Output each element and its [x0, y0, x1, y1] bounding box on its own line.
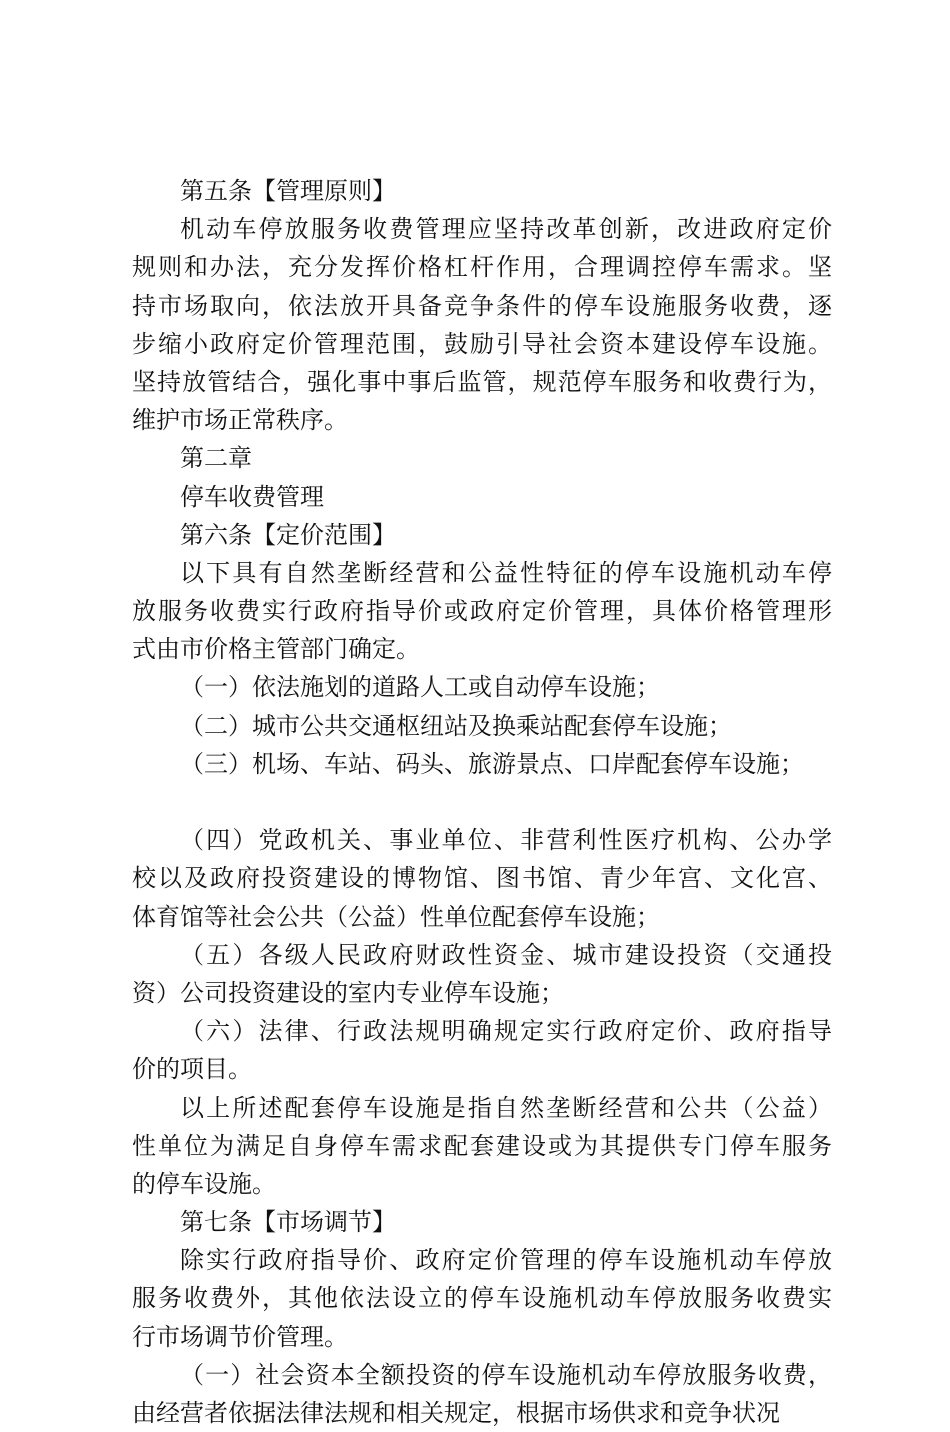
paragraph-art6-item2	[132, 707, 832, 745]
paragraph-chapter2	[132, 439, 832, 477]
paragraph-art7-item1	[132, 1356, 832, 1432]
text-line: 以上所述配套停车设施是指自然垄断经营和公共（公益）	[180, 1093, 832, 1122]
text-line: 步缩小政府定价管理范围，鼓励引导社会资本建设停车设施。	[132, 329, 832, 358]
text-line: （四）党政机关、事业单位、非营利性医疗机构、公办学	[180, 826, 832, 855]
text-line: 持市场取向，依法放开具备竞争条件的停车设施服务收费，逐	[132, 291, 832, 320]
text-line: 维护市场正常秩序。	[132, 406, 348, 435]
text-line: 第二章	[180, 444, 252, 473]
text-line: 行市场调节价管理。	[132, 1322, 348, 1351]
document-body	[132, 172, 832, 1432]
text-line: 停车收费管理	[180, 482, 324, 511]
paragraph-art5-body	[132, 210, 832, 439]
paragraph-art6-item4	[132, 821, 832, 936]
text-line: 放服务收费实行政府指导价或政府定价管理，具体价格管理形	[132, 597, 832, 626]
text-line: （五）各级人民政府财政性资金、城市建设投资（交通投	[180, 940, 832, 969]
paragraph-art6-item5	[132, 936, 832, 1012]
text-line: 除实行政府指导价、政府定价管理的停车设施机动车停放	[180, 1246, 832, 1275]
text-line: 的停车设施。	[132, 1169, 276, 1198]
text-line: （二）城市公共交通枢纽站及换乘站配套停车设施；	[180, 711, 732, 740]
text-line: （一）依法施划的道路人工或自动停车设施；	[180, 673, 660, 702]
paragraph-art5-title	[132, 172, 832, 210]
text-line: 体育馆等社会公共（公益）性单位配套停车设施；	[132, 902, 660, 931]
text-line: （三）机场、车站、码头、旅游景点、口岸配套停车设施；	[180, 749, 804, 778]
paragraph-art6-note	[132, 1089, 832, 1204]
text-line: 性单位为满足自身停车需求配套建设或为其提供专门停车服务	[132, 1131, 832, 1160]
paragraph-art6-title	[132, 516, 832, 554]
text-line: （六）法律、行政法规明确规定实行政府定价、政府指导	[180, 1017, 832, 1046]
text-line: 以下具有自然垄断经营和公益性特征的停车设施机动车停	[180, 558, 832, 587]
text-line: 第六条【定价范围】	[180, 520, 396, 549]
paragraph-art7-title	[132, 1203, 832, 1241]
paragraph-art6-item3	[132, 745, 832, 783]
text-line: 由经营者依据法律法规和相关规定，根据市场供求和竞争状况	[132, 1399, 780, 1427]
text-line: 价的项目。	[132, 1055, 252, 1084]
text-line: 校以及政府投资建设的博物馆、图书馆、青少年宫、文化宫、	[132, 864, 832, 893]
text-line: 式由市价格主管部门确定。	[132, 635, 420, 664]
paragraph-art7-body	[132, 1241, 832, 1356]
paragraph-art6-item1	[132, 668, 832, 706]
paragraph-chapter2-title	[132, 478, 832, 516]
text-line: （一）社会资本全额投资的停车设施机动车停放服务收费，	[180, 1360, 832, 1389]
text-line: 规则和办法，充分发挥价格杠杆作用，合理调控停车需求。坚	[132, 253, 832, 282]
text-line: 服务收费外，其他依法设立的停车设施机动车停放服务收费实	[132, 1284, 832, 1313]
paragraph-art6-item6	[132, 1012, 832, 1088]
paragraph-art6-body	[132, 554, 832, 669]
text-line: 第五条【管理原则】	[180, 177, 396, 205]
text-line: 资）公司投资建设的室内专业停车设施；	[132, 978, 564, 1007]
text-line: 机动车停放服务收费管理应坚持改革创新，改进政府定价	[180, 215, 832, 244]
blank-line	[132, 783, 832, 821]
text-line: 坚持放管结合，强化事中事后监管，规范停车服务和收费行为，	[132, 367, 832, 396]
text-line: 第七条【市场调节】	[180, 1208, 396, 1237]
